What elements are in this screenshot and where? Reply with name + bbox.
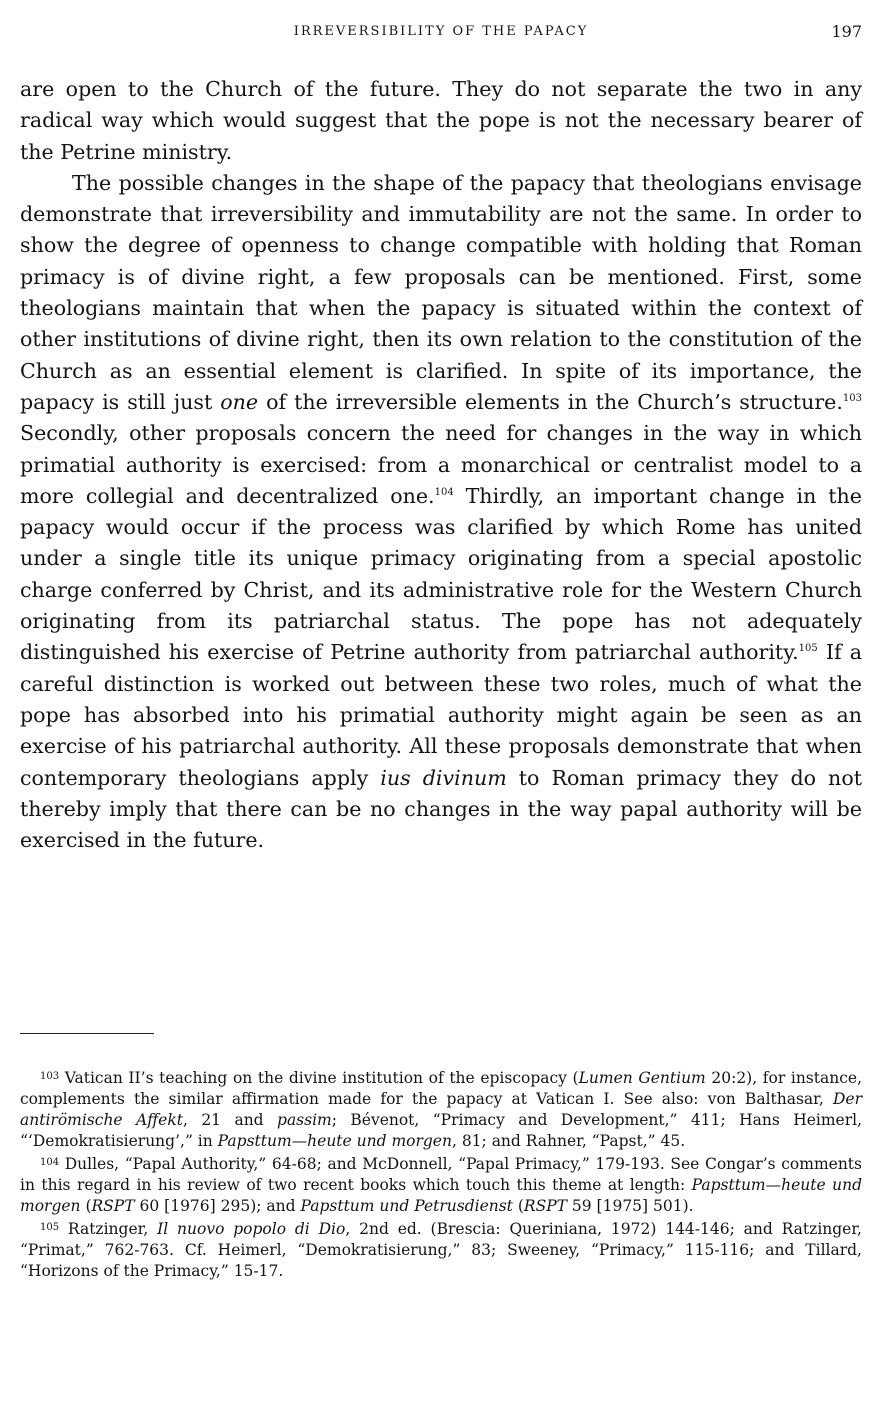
footnote-104: $^{104}$ Dulles, “Papal Authority,” 64-68; and McDonnell, “Papal Primacy,” 179-193. See Congar’s comments in this regard in his review of two recent books which touch this theme at length: Papsttum—heute und morgen (RSPT 60 [1976] 295); and Papsttum und Petrusdienst (RSPT 59 [1975] 501). [20,1155,862,1215]
footnote-103: $^{103}$ Vatican II’s teaching on the divine institution of the episcopacy (Lumen Gentium 20:2), for instance, complements the similar affirmation made for the papacy at Vatican I. See also: von Balthasar, Der antirömische Affekt, 21 and passim; Bévenot, “Primacy and Development,” 411; Hans Heimerl, “‘Demokratisierung’,” in Papsttum—heute und morgen, 81; and Rahner, “Papst,” 45. [20,1069,863,1150]
page-number: 197 [831,22,862,41]
body-text [20,74,862,856]
footnote-ref-105[interactable]: 105 [798,643,818,655]
footnote-ref-103[interactable]: 103 [842,392,862,404]
paragraph-proposals: The possible changes in the shape of the papacy that theologians envisage demonstrate that irreversibility and immutability are not the same. In order to show the degree of openness to change compatible with holding that Roman primacy is of divine right, a few proposals can be mentioned. First, some theologians maintain that when the papacy is situated within the context of other institutions of divine right, then its own relation to the constitution of the Church as an essential element is clarified. In spite of its importance, the papacy is still just one of the irreversible elements in the Church’s structure.$^{103}$ Secondly, other proposals concern the need for changes in the way in which primatial authority is exercised: from a monarchical or centralist model to a more collegial and decentralized one.$^{104}$ Thirdly, an important change in the papacy would occur if the process was clarified by which Rome has united under a single title its unique primacy originating from a special apostolic charge conferred by Christ, and its administrative role for the Western Church originating from its patriarchal status. The pope has not adequately distinguished his exercise of Petrine authority from patriarchal authority.$^{105}$ If a careful distinction is worked out between these two roles, much of what the pope has absorbed into his primatial authority might again be seen as an exercise of his patriarchal authority. All these proposals demonstrate that when contemporary theologians apply ius divinum to Roman primacy they do not thereby imply that there can be no changes in the way papal authority will be exercised in the future. [20,170,862,853]
footnote-mark: 105 [40,1222,60,1233]
footnote-mark: 104 [40,1157,60,1168]
book-page [20,0,862,1405]
footnote-divider [20,1033,154,1034]
emphasis-ius-divinum: ius divinum [380,765,507,790]
footnote-ref-104[interactable]: 104 [434,486,454,498]
footnote-mark: 103 [40,1071,60,1082]
footnote-105: $^{105}$ Ratzinger, Il nuovo popolo di Dio, 2nd ed. (Brescia: Queriniana, 1972) 144-146; and Ratzinger, “Primat,” 762-763. Cf. Heimerl, “Demokratisierung,” 83; Sweeney, “Primacy,” 115-116; and Tillard, “Horizons of the Primacy,” 15-17. [20,1220,862,1280]
emphasis-one: one [220,389,259,414]
running-head: IRREVERSIBILITY OF THE PAPACY [293,24,589,39]
footnotes [20,1066,862,1282]
paragraph-continued: are open to the Church of the future. They do not separate the two in any radical way which would suggest that the pope is not the necessary bearer of the Petrine ministry. [20,77,862,164]
page-header [20,22,862,46]
